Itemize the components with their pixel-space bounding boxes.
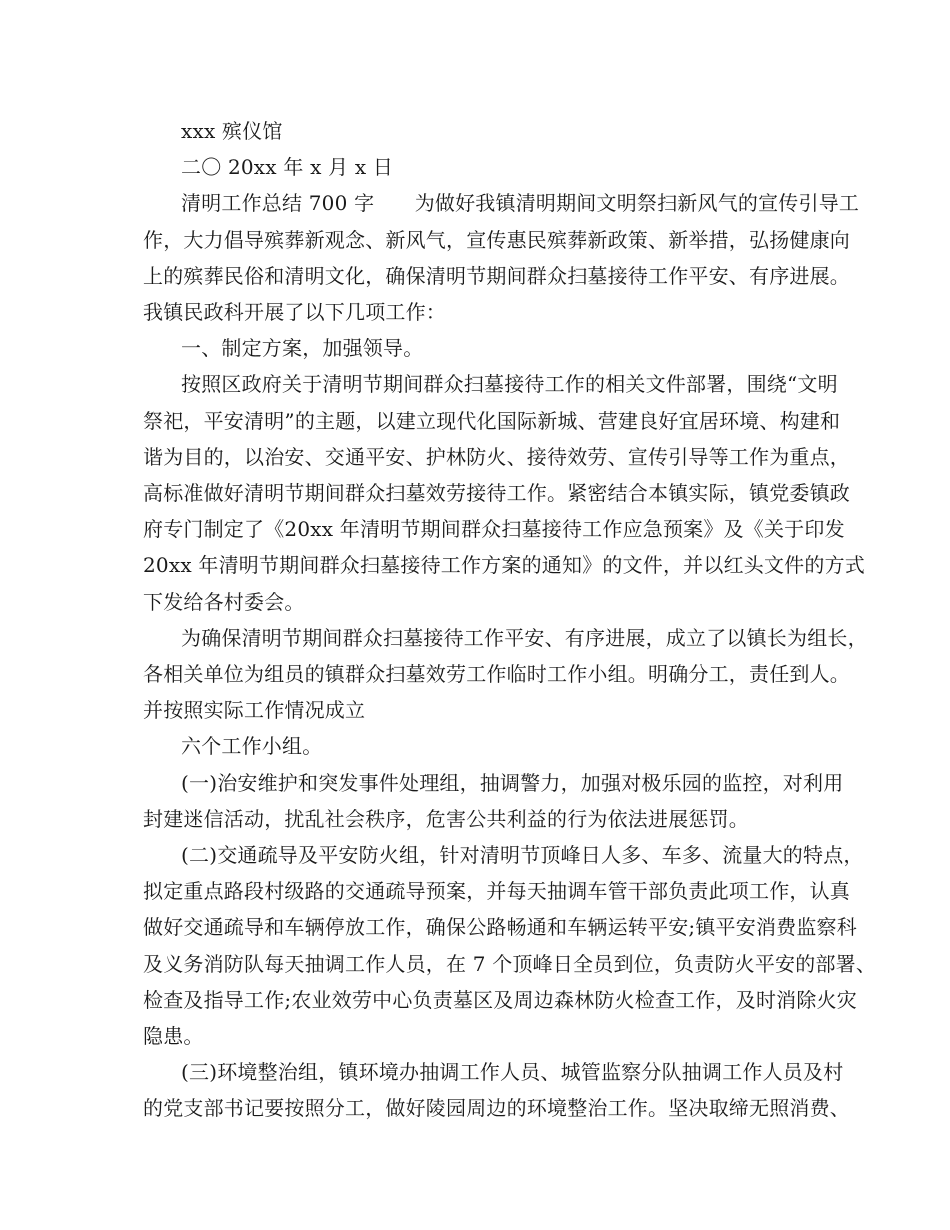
paragraph-line: 隐患。	[143, 1024, 204, 1049]
paragraph-line: 的党支部书记要按照分工，做好陵园周边的环境整治工作。坚决取缔无照消费、	[143, 1096, 850, 1121]
paragraph-group-environment	[143, 1054, 850, 1126]
paragraph-line: 各相关单位为组员的镇群众扫墓效劳工作临时工作小组。明确分工，责任到人。	[143, 662, 850, 687]
paragraph-line: (三)环境整治组，镇环境办抽调工作人员、城管监察分队抽调工作人员及村	[181, 1060, 844, 1085]
paragraph-line: 做好交通疏导和车辆停放工作，确保公路畅通和车辆运转平安;镇平安消费监察科	[143, 915, 857, 940]
paragraph-line: 祭祀，平安清明”的主题，以建立现代化国际新城、营建良好宜居环境、构建和	[143, 408, 841, 433]
paragraph-line: 府专门制定了《20xx 年清明节期间群众扫墓接待工作应急预案》及《关于印发	[143, 517, 845, 542]
paragraph-line: (一)治安维护和突发事件处理组，抽调警力，加强对极乐园的监控，对利用	[181, 770, 844, 795]
paragraph-line: 谐为目的，以治安、交通平安、护林防火、接待效劳、宣传引导等工作为重点，	[143, 444, 850, 469]
paragraph-group-traffic	[143, 837, 877, 1054]
paragraph-intro	[143, 185, 860, 330]
paragraph-line: 上的殡葬民俗和清明文化，确保清明节期间群众扫墓接待工作平安、有序进展。	[143, 263, 850, 288]
paragraph-line: 按照区政府关于清明节期间群众扫墓接待工作的相关文件部署，围绕“文明	[181, 372, 838, 397]
paragraph-line: 并按照实际工作情况成立	[143, 698, 366, 723]
section-heading	[143, 330, 805, 366]
signature-date: 二〇 20xx 年 x 月 x 日	[181, 155, 394, 180]
paragraph-line: 高标准做好清明节期间群众扫墓效劳接待工作。紧密结合本镇实际，镇党委镇政	[143, 481, 850, 506]
paragraph-plan	[143, 366, 865, 619]
paragraph-line: 六个工作小组。	[181, 734, 323, 759]
paragraph-line: 拟定重点路段村级路的交通疏导预案，并每天抽调车管干部负责此项工作，认真	[143, 879, 850, 904]
paragraph-line: 20xx 年清明节期间群众扫墓接待工作方案的通知》的文件，并以红头文件的方式	[143, 553, 865, 578]
paragraph-line: 封建迷信活动，扰乱社会秩序，危害公共利益的行为依法进展惩罚。	[143, 806, 749, 831]
paragraph-line: 我镇民政科开展了以下几项工作：	[143, 300, 446, 325]
document-body	[143, 113, 877, 1127]
section-heading-text: 一、制定方案，加强领导。	[181, 336, 424, 361]
paragraph-line: (二)交通疏导及平安防火组，针对清明节顶峰日人多、车多、流量大的特点，	[181, 843, 864, 868]
signature-organization: xxx 殡仪馆	[181, 119, 283, 143]
paragraph-line: 下发给各村委会。	[143, 589, 305, 614]
paragraph-line: 清明工作总结 700 字 为做好我镇清明期间文明祭扫新风气的宣传引导工	[181, 191, 860, 216]
paragraph-line: 为确保清明节期间群众扫墓接待工作平安、有序进展，成立了以镇长为组长，	[181, 625, 868, 650]
paragraph-team	[143, 620, 868, 729]
paragraph-group-security	[143, 765, 844, 837]
paragraph-line: 检查及指导工作;农业效劳中心负责墓区及周边森林防火检查工作，及时消除火灾	[143, 987, 857, 1012]
paragraph-line: 作，大力倡导殡葬新观念、新风气，宣传惠民殡葬新政策、新举措，弘扬健康向	[143, 227, 850, 252]
paragraph-line: 及义务消防队每天抽调工作人员，在 7 个顶峰日全员到位，负责防火平安的部署、	[143, 951, 877, 976]
paragraph-groups	[143, 728, 805, 764]
